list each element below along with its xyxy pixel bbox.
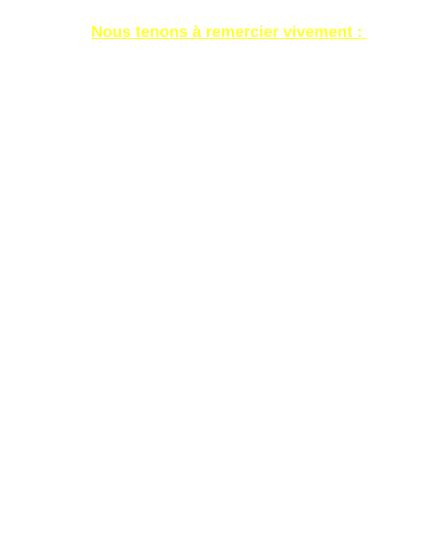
heading-link[interactable]: Nous tenons à remercier vivement : [91,24,367,41]
content-area [0,28,440,540]
